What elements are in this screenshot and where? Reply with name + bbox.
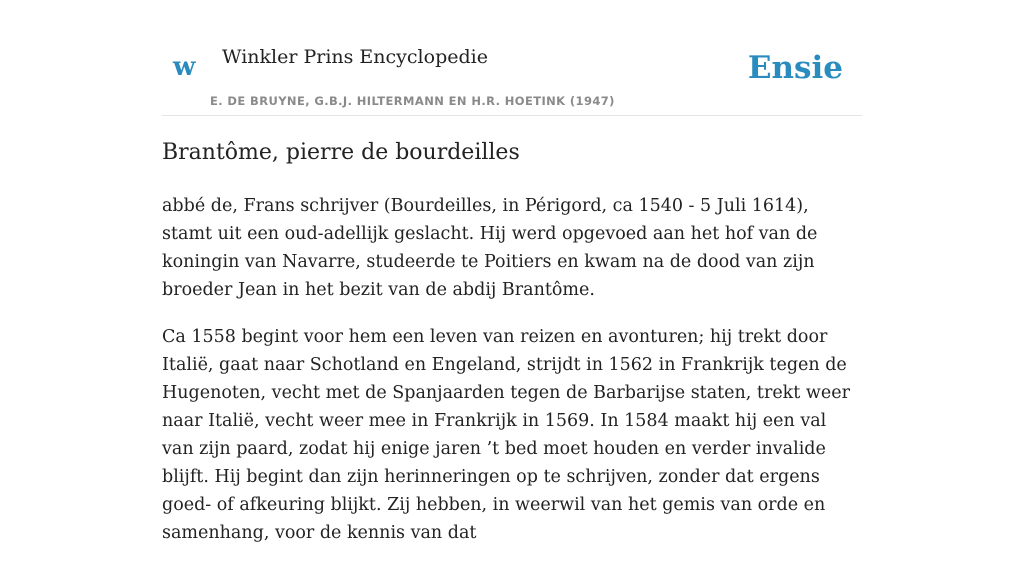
site-header [162,40,862,116]
winkler-prins-logo[interactable]: w [173,52,196,82]
article-title: Brantôme, pierre de bourdeilles [162,140,520,165]
ensie-brand-logo[interactable]: Ensie [747,50,843,86]
article-paragraph: Ca 1558 begint voor hem een leven van reizen en avonturen; hij trekt door Italië, gaat naar Schotland en Engeland, strijdt in 1562 in Frankrijk tegen de Hugenoten, vecht met de Spanjaarden tegen de Barbarijse staten, trekt weer naar Italië, vecht weer mee in Frankrijk in 1569. In 1584 maakt hij een val van zijn paard, zodat hij enige jaren ’t bed moet houden en verder invalide blijft. Hij begint dan zijn herinneringen op te schrijven, zonder dat ergens goed- of afkeuring blijkt. Zij hebben, in weerwil van het gemis van orde en samenhang, voor de kennis van dat [162,327,850,543]
site-title-link[interactable]: Winkler Prins Encyclopedie [222,46,488,68]
authors-byline: E. DE BRUYNE, G.B.J. HILTERMANN EN H.R. HOETINK (1947) [210,94,615,108]
article-body [162,192,862,566]
article-paragraph: abbé de, Frans schrijver (Bourdeilles, in Périgord, ca 1540 - 5 Juli 1614), stamt uit een oud-adellijk geslacht. Hij werd opgevoed aan het hof van de koningin van Navarre, studeerde te Poitiers en kwam na de dood van zijn broeder Jean in het bezit van de abdij Brantôme. [162,196,818,300]
